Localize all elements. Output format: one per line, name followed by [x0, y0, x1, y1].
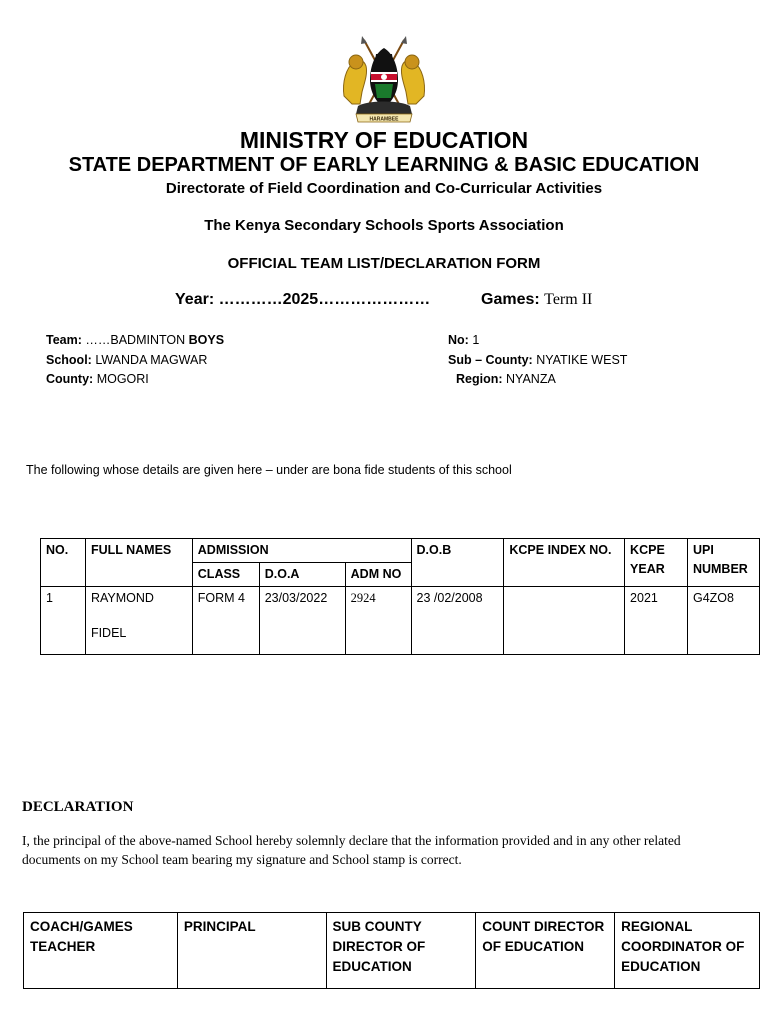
- declaration-text: I, the principal of the above-named School hereby solemnly declare that the information provided and in any other related documents on my School team bearing my signature and School stamp is correct.: [22, 833, 681, 867]
- subcounty-row: [448, 351, 627, 371]
- header-full-names: FULL NAMES: [85, 539, 192, 587]
- signatures-table: [23, 912, 760, 989]
- kenya-coat-of-arms-icon: [338, 34, 430, 124]
- cell-adm-no: 2924: [345, 587, 411, 655]
- details-left: [46, 331, 224, 390]
- header-class: CLASS: [192, 563, 259, 587]
- school-value: LWANDA MAGWAR: [95, 352, 208, 367]
- cell-upi: G4ZO8: [687, 587, 759, 655]
- cell-dob: 23 /02/2008: [411, 587, 504, 655]
- region-value: NYANZA: [506, 372, 556, 386]
- directorate-title: Directorate of Field Coordination and Co-Curricular Activities: [165, 180, 603, 197]
- header-admission: ADMISSION: [192, 539, 411, 563]
- team-label: Team:: [46, 333, 82, 347]
- county-value: MOGORI: [96, 372, 149, 386]
- team-suffix: BOYS: [188, 333, 225, 347]
- table-header-row: [41, 539, 760, 563]
- games-line: [481, 291, 592, 309]
- header-doa: D.O.A: [259, 563, 345, 587]
- header-no: NO.: [41, 539, 86, 587]
- ministry-title: MINISTRY OF EDUCATION: [239, 127, 529, 153]
- subcounty-label: Sub – County:: [448, 352, 533, 367]
- region-label: Region:: [456, 372, 503, 386]
- no-label: No:: [448, 333, 469, 347]
- sig-county-director: COUNT DIRECTOR OF EDUCATION: [476, 913, 615, 989]
- year-value: …………2025…………………: [218, 291, 431, 308]
- signatures-row: [24, 913, 760, 989]
- no-value: 1: [472, 333, 480, 347]
- department-title: STATE DEPARTMENT OF EARLY LEARNING & BASIC EDUCATION: [68, 154, 700, 176]
- sig-principal: PRINCIPAL: [177, 913, 326, 989]
- cell-doa: 23/03/2022: [259, 587, 345, 655]
- team-row: [46, 331, 224, 351]
- region-row: [448, 370, 627, 390]
- intro-text: The following whose details are given here – under are bona fide students of this school: [26, 463, 512, 477]
- games-value: Term II: [544, 291, 593, 308]
- sig-coach: COACH/GAMES TEACHER: [24, 913, 178, 989]
- declaration-title: DECLARATION: [22, 799, 134, 815]
- school-row: [46, 351, 224, 371]
- header-kcpe-index: KCPE INDEX NO.: [504, 539, 625, 587]
- cell-name-first: RAYMOND: [90, 591, 154, 605]
- year-line: [175, 291, 430, 309]
- form-title: OFFICIAL TEAM LIST/DECLARATION FORM: [227, 255, 541, 272]
- table-row: [41, 587, 760, 655]
- cell-kcpe-year: 2021: [625, 587, 688, 655]
- county-row: [46, 370, 224, 390]
- games-label: Games:: [481, 291, 540, 308]
- motto-text: HARAMBEE: [369, 116, 399, 123]
- subcounty-value: NYATIKE WEST: [536, 352, 628, 367]
- sig-regional-coordinator: REGIONAL COORDINATOR OF EDUCATION: [615, 913, 760, 989]
- cell-full-name: [85, 587, 192, 655]
- header-adm-no: ADM NO: [345, 563, 411, 587]
- county-label: County:: [46, 372, 94, 386]
- year-label: Year:: [175, 291, 215, 308]
- header-dob: D.O.B: [411, 539, 504, 587]
- cell-class: FORM 4: [192, 587, 259, 655]
- cell-name-last: FIDEL: [90, 626, 127, 640]
- header-kcpe-year: KCPE YEAR: [625, 539, 688, 587]
- sig-sub-county-director: SUB COUNTY DIRECTOR OF EDUCATION: [326, 913, 476, 989]
- no-row: [448, 331, 627, 351]
- students-table: [40, 538, 760, 655]
- header-upi: UPI NUMBER: [687, 539, 759, 587]
- association-title: The Kenya Secondary Schools Sports Association: [204, 217, 564, 234]
- cell-kcpe-index: [504, 587, 625, 655]
- details-right: [448, 331, 627, 390]
- team-value: ……BADMINTON: [85, 333, 186, 347]
- school-label: School:: [46, 352, 92, 367]
- cell-no: 1: [41, 587, 86, 655]
